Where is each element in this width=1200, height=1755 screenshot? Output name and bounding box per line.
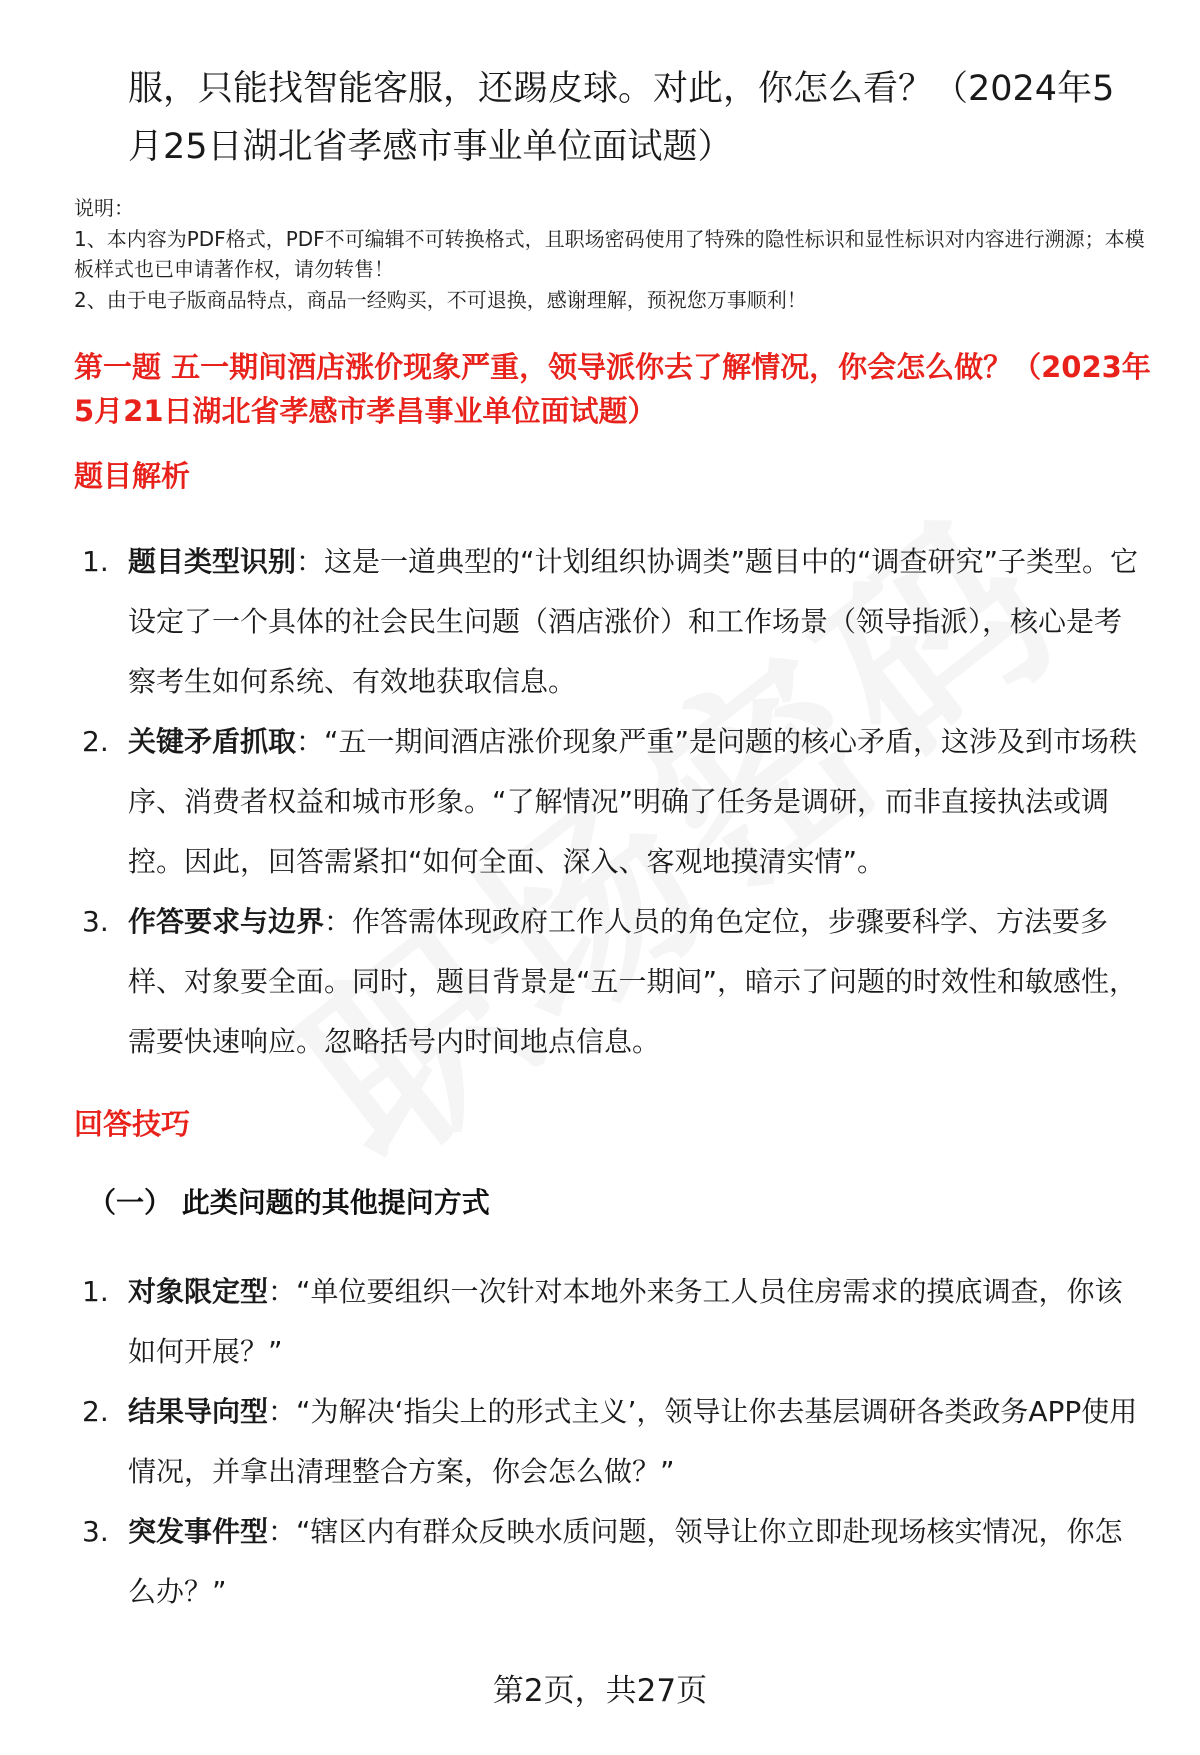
item-term: 作答要求与边界 (128, 905, 325, 938)
item-number: 3. (82, 905, 109, 938)
item-separator: ： (296, 545, 325, 578)
notes-block (74, 193, 1164, 315)
item-term: 突发事件型 (128, 1515, 269, 1548)
item-text: 作答需体现政府工作人员的角色定位，步骤要科学、方法要多样、对象要全面。同时，题目背景是“五一期间”，暗示了问题的时效性和敏感性，需要快速响应。忽略括号内时间地点信息。 (128, 905, 1138, 1058)
item-term: 关键矛盾抓取 (128, 725, 297, 758)
question-title: 第一题 五一期间酒店涨价现象严重，领导派你去了解情况，你会怎么做？（2023年5月21日湖北省孝感市孝昌事业单位面试题） (74, 350, 1151, 428)
item-number: 2. (82, 725, 109, 758)
item-term: 结果导向型 (128, 1395, 269, 1428)
tips-list (82, 1262, 1142, 1622)
section-title-analysis: 题目解析 (74, 459, 191, 493)
item-separator: ： (268, 1275, 297, 1308)
notes-line-2: 2、由于电子版商品特点，商品一经购买，不可退换，感谢理解，预祝您万事顺利！ (74, 287, 807, 312)
list-item (82, 1262, 1142, 1382)
item-text: “辖区内有群众反映水质问题，领导让你立即赴现场核实情况，你怎么办？” (128, 1515, 1123, 1608)
analysis-list (82, 532, 1142, 1072)
item-text: “单位要组织一次针对本地外来务工人员住房需求的摸底调查，你该如何开展？” (128, 1275, 1123, 1368)
item-separator: ： (268, 1395, 297, 1428)
item-number: 2. (82, 1395, 109, 1428)
list-item (82, 1382, 1142, 1502)
item-term: 题目类型识别 (128, 545, 297, 578)
item-separator: ： (324, 905, 353, 938)
item-text: “为解决‘指尖上的形式主义’，领导让你去基层调研各类政务APP使用情况，并拿出清理整合方案，你会怎么做？” (128, 1395, 1138, 1488)
section-title-tips: 回答技巧 (74, 1107, 191, 1141)
sub-section-title: （一） 此类问题的其他提问方式 (88, 1186, 490, 1219)
item-separator: ： (296, 725, 325, 758)
item-number: 1. (82, 545, 109, 578)
item-number: 1. (82, 1275, 109, 1308)
item-term: 对象限定型 (128, 1275, 269, 1308)
list-item (82, 532, 1142, 712)
item-text: “五一期间酒店涨价现象严重”是问题的核心矛盾，这涉及到市场秩序、消费者权益和城市形象。“了解情况”明确了任务是调研，而非直接执法或调控。因此，回答需紧扣“如何全面、深入、客观地摸清实情”。 (128, 725, 1138, 878)
notes-line-1: 1、本内容为PDF格式，PDF不可编辑不可转换格式，且职场密码使用了特殊的隐性标识和显性标识对内容进行溯源；本模板样式也已申请著作权，请勿转售！ (74, 226, 1145, 281)
intro-text: 服，只能找智能客服，还踢皮球。对此，你怎么看？（2024年5月25日湖北省孝感市事业单位面试题） (128, 69, 1115, 167)
item-text: 这是一道典型的“计划组织协调类”题目中的“调查研究”子类型。它设定了一个具体的社会民生问题（酒店涨价）和工作场景（领导指派），核心是考察考生如何系统、有效地获取信息。 (128, 545, 1139, 698)
item-separator: ： (268, 1515, 297, 1548)
page-footer: 第2页，共27页 (492, 1673, 708, 1709)
item-number: 3. (82, 1515, 109, 1548)
list-item (82, 892, 1142, 1072)
list-item (82, 712, 1142, 892)
notes-heading: 说明： (74, 196, 134, 220)
list-item (82, 1502, 1142, 1622)
